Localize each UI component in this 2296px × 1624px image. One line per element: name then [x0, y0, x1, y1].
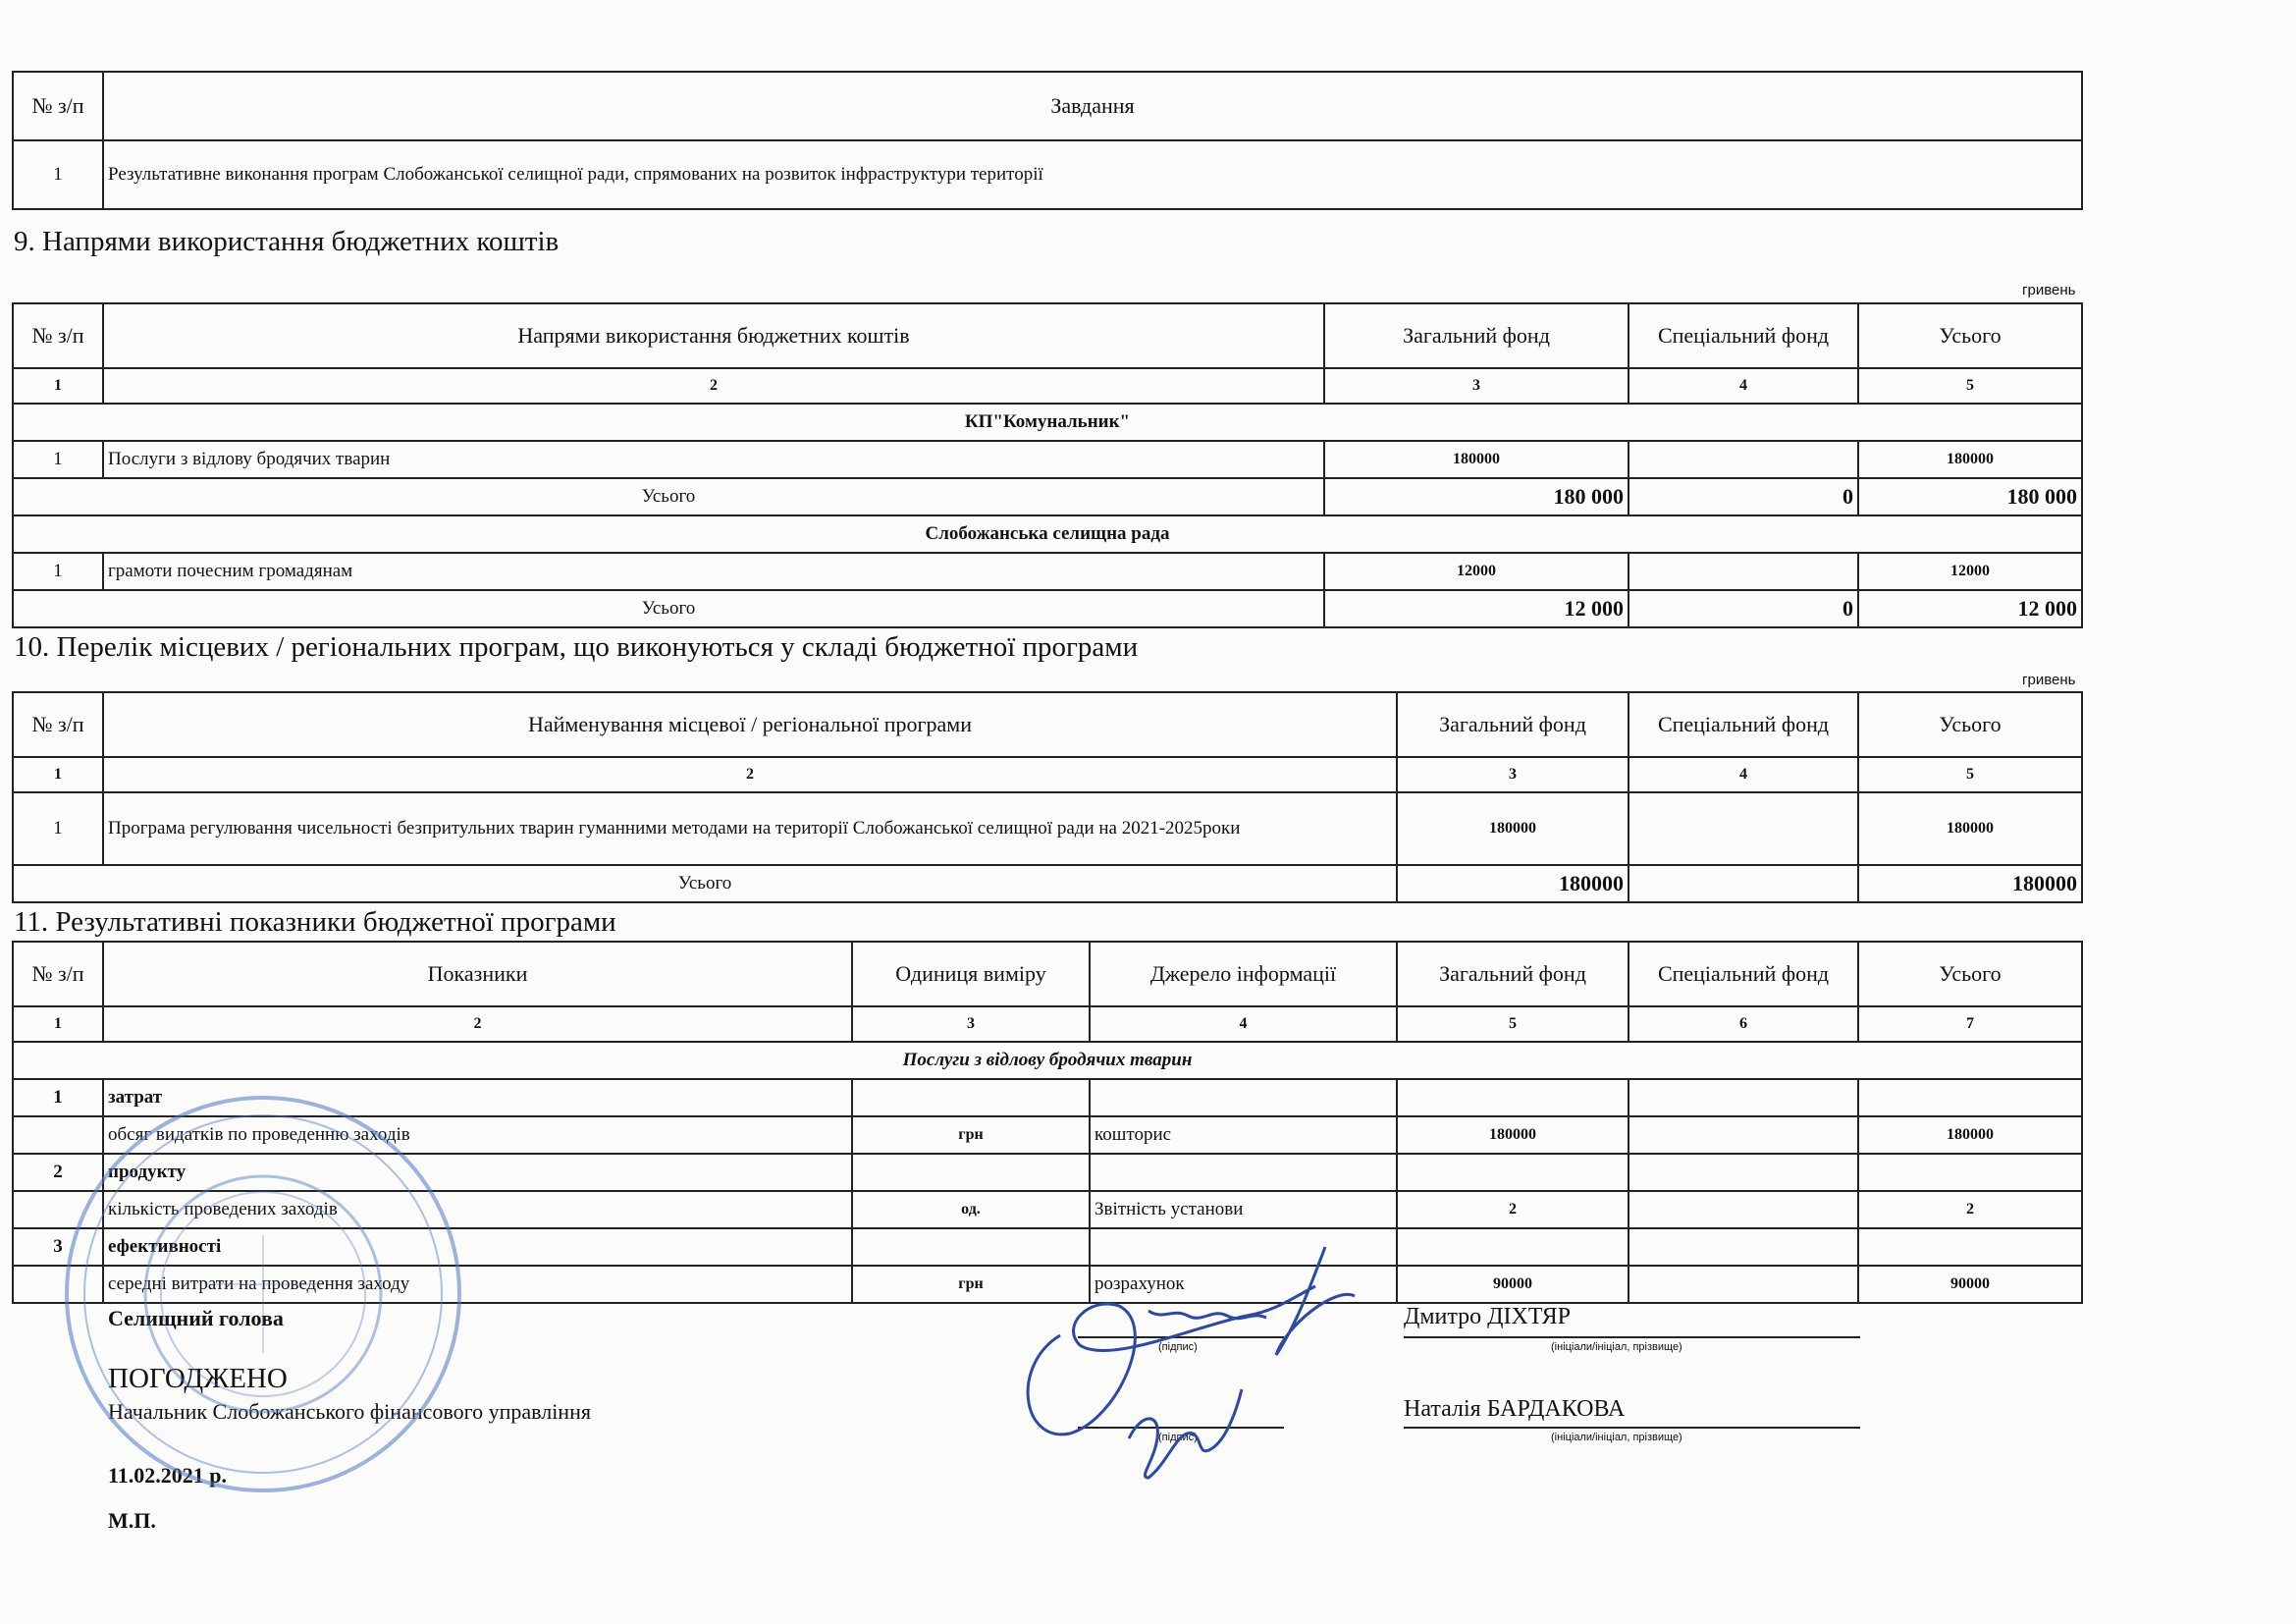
block-label: ефективності	[103, 1228, 852, 1266]
task-num: 1	[13, 140, 103, 209]
index-cell: 2	[103, 368, 1324, 404]
total-total: 180000	[1858, 865, 2082, 902]
row-total: 180000	[1858, 792, 2082, 865]
finance-name: Наталія БАРДАКОВА	[1404, 1396, 1626, 1422]
header-general-fund: Загальний фонд	[1324, 303, 1629, 368]
row-num: 1	[13, 792, 103, 865]
empty-cell	[1629, 1228, 1858, 1266]
empty-cell	[1090, 1079, 1397, 1116]
header-special-fund: Спеціальний фонд	[1629, 942, 1858, 1006]
total-general: 180000	[1397, 865, 1629, 902]
empty-cell	[1858, 1154, 2082, 1191]
total-total: 12 000	[1858, 590, 2082, 627]
local-programs-table	[12, 691, 2083, 903]
index-cell: 7	[1858, 1006, 2082, 1042]
empty-cell	[1858, 1228, 2082, 1266]
header-total: Усього	[1858, 303, 2082, 368]
indicator-general: 180000	[1397, 1116, 1629, 1154]
row-special	[1629, 792, 1858, 865]
indicator-general: 90000	[1397, 1266, 1629, 1303]
indicator-special	[1629, 1266, 1858, 1303]
total-general: 12 000	[1324, 590, 1629, 627]
indicator-total: 180000	[1858, 1116, 2082, 1154]
finance-title: Начальник Слобожанського фінансового управління	[108, 1399, 591, 1424]
empty-cell	[1858, 1079, 2082, 1116]
indicator-source: Звітність установи	[1090, 1191, 1397, 1228]
header-unit: Одиниця виміру	[852, 942, 1090, 1006]
row-name: Програма регулювання чисельності безпритульних тварин гуманними методами на території Слобожанської селищної ради на 2021-2025роки	[103, 792, 1397, 865]
group-header: Слобожанська селищна рада	[13, 515, 2082, 553]
group-header: КП"Комунальник"	[13, 404, 2082, 441]
section9-unit: гривень	[2022, 282, 2076, 298]
row-general: 180000	[1324, 441, 1629, 478]
header-general-fund: Загальний фонд	[1397, 692, 1629, 757]
header-source: Джерело інформації	[1090, 942, 1397, 1006]
empty-cell	[1397, 1079, 1629, 1116]
empty-cell	[1629, 1154, 1858, 1191]
signature-caption: (підпис)	[1158, 1341, 1198, 1353]
indicator-total: 90000	[1858, 1266, 2082, 1303]
index-cell: 5	[1858, 368, 2082, 404]
total-label: Усього	[13, 590, 1324, 627]
block-label: продукту	[103, 1154, 852, 1191]
block-label: затрат	[103, 1079, 852, 1116]
total-label: Усього	[13, 865, 1397, 902]
agreed-label: ПОГОДЖЕНО	[108, 1363, 288, 1394]
indicator-source: кошторис	[1090, 1116, 1397, 1154]
name-caption: (ініціали/ініціал, прізвище)	[1551, 1341, 1682, 1353]
index-cell: 4	[1090, 1006, 1397, 1042]
row-num: 1	[13, 553, 103, 590]
group-header: Послуги з відлову бродячих тварин	[13, 1042, 2082, 1079]
empty-cell	[1629, 1079, 1858, 1116]
row-total: 180000	[1858, 441, 2082, 478]
tasks-table	[12, 71, 2083, 210]
index-cell: 6	[1629, 1006, 1858, 1042]
header-indicator: Показники	[103, 942, 852, 1006]
header-num: № з/п	[13, 942, 103, 1006]
header-special-fund: Спеціальний фонд	[1629, 303, 1858, 368]
document-date: 11.02.2021 р.	[108, 1463, 228, 1488]
empty-cell	[1397, 1154, 1629, 1191]
section10-unit: гривень	[2022, 672, 2076, 688]
row-name: Послуги з відлову бродячих тварин	[103, 441, 1324, 478]
row-special	[1629, 553, 1858, 590]
col-task-header: Завдання	[103, 72, 2082, 140]
row-num: 1	[13, 441, 103, 478]
total-special: 0	[1629, 478, 1858, 515]
block-num: 2	[13, 1154, 103, 1191]
total-special	[1629, 865, 1858, 902]
empty-cell	[852, 1079, 1090, 1116]
index-cell: 1	[13, 1006, 103, 1042]
header-direction: Напрями використання бюджетних коштів	[103, 303, 1324, 368]
indicator-name: обсяг видатків по проведенню заходів	[103, 1116, 852, 1154]
index-cell: 5	[1397, 1006, 1629, 1042]
index-cell: 4	[1629, 757, 1858, 792]
header-total: Усього	[1858, 692, 2082, 757]
signature-caption: (підпис)	[1158, 1432, 1198, 1443]
header-program: Найменування місцевої / регіональної програми	[103, 692, 1397, 757]
index-cell: 1	[13, 757, 103, 792]
indicator-unit: од.	[852, 1191, 1090, 1228]
indicator-name: кількість проведених заходів	[103, 1191, 852, 1228]
empty-cell	[1090, 1154, 1397, 1191]
indicator-name: середні витрати на проведення заходу	[103, 1266, 852, 1303]
col-num-header: № з/п	[13, 72, 103, 140]
index-cell: 5	[1858, 757, 2082, 792]
budget-directions-table	[12, 302, 2083, 628]
index-cell: 2	[103, 1006, 852, 1042]
indicator-general: 2	[1397, 1191, 1629, 1228]
indicator-unit: грн	[852, 1116, 1090, 1154]
empty-cell	[852, 1154, 1090, 1191]
total-label: Усього	[13, 478, 1324, 515]
section10-title: 10. Перелік місцевих / регіональних програм, що виконуються у складі бюджетної програми	[14, 631, 1139, 663]
header-num: № з/п	[13, 303, 103, 368]
header-special-fund: Спеціальний фонд	[1629, 692, 1858, 757]
index-cell: 3	[1324, 368, 1629, 404]
index-cell: 2	[103, 757, 1397, 792]
signature-icon	[1109, 1380, 1266, 1488]
section11-title: 11. Результативні показники бюджетної програми	[14, 906, 616, 938]
index-cell: 3	[852, 1006, 1090, 1042]
task-text: Результативне виконання програм Слобожанської селищної ради, спрямованих на розвиток інфраструктури території	[103, 140, 2082, 209]
row-name: грамоти почесним громадянам	[103, 553, 1324, 590]
index-cell: 4	[1629, 368, 1858, 404]
row-total: 12000	[1858, 553, 2082, 590]
row-general: 12000	[1324, 553, 1629, 590]
index-cell: 3	[1397, 757, 1629, 792]
index-cell: 1	[13, 368, 103, 404]
head-title: Селищний голова	[108, 1306, 284, 1330]
header-num: № з/п	[13, 692, 103, 757]
total-general: 180 000	[1324, 478, 1629, 515]
indicator-total: 2	[1858, 1191, 2082, 1228]
indicator-source: розрахунок	[1090, 1266, 1397, 1303]
indicator-special	[1629, 1116, 1858, 1154]
block-num: 1	[13, 1079, 103, 1116]
stamp-icon	[57, 1088, 469, 1500]
empty-cell	[1397, 1228, 1629, 1266]
section9-title: 9. Напрями використання бюджетних коштів	[14, 226, 560, 257]
name-line	[1404, 1336, 1860, 1338]
head-name: Дмитро ДІХТЯР	[1404, 1304, 1571, 1329]
total-special: 0	[1629, 590, 1858, 627]
header-general-fund: Загальний фонд	[1397, 942, 1629, 1006]
row-special	[1629, 441, 1858, 478]
total-total: 180 000	[1858, 478, 2082, 515]
stamp-place-label: М.П.	[108, 1508, 156, 1533]
indicator-unit: грн	[852, 1266, 1090, 1303]
name-caption: (ініціали/ініціал, прізвище)	[1551, 1432, 1682, 1443]
indicator-special	[1629, 1191, 1858, 1228]
block-num: 3	[13, 1228, 103, 1266]
header-total: Усього	[1858, 942, 2082, 1006]
name-line	[1404, 1427, 1860, 1429]
row-general: 180000	[1397, 792, 1629, 865]
